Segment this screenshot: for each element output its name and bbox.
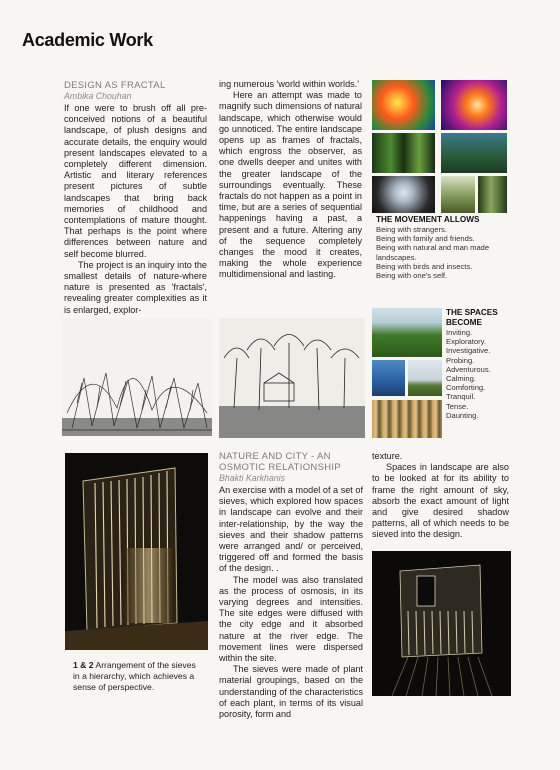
spaces-photo-1 — [372, 308, 442, 357]
fractal-photo-6 — [441, 176, 475, 213]
sketch-right-trees — [219, 318, 365, 438]
article2-paragraph: The sieves were made of plant material groupings, based on the understanding of the characteristics of each plant, in terms of its visual porosity, form and — [219, 664, 363, 720]
spaces-item: Adventurous. — [446, 364, 491, 374]
spaces-item: Investigative. — [446, 346, 491, 356]
fractal-photo-7 — [478, 176, 507, 213]
movement-item: Being with one's self. — [376, 271, 448, 281]
spaces-item: Tranquil. — [446, 392, 476, 402]
article2-column-2 — [372, 451, 509, 541]
article1-paragraph: The project is an inquiry into the smallest details of nature-where nature is presented as 'fractals', revealing greater complexities as it is enlarged, explor- — [64, 259, 207, 315]
movement-allows-box — [376, 215, 506, 280]
spaces-item: Tense. — [446, 401, 469, 411]
movement-item: Being with birds and insects. — [376, 261, 473, 271]
article1-paragraph: ing numerous 'world within worlds.' — [219, 79, 359, 89]
sieve-model-photo-1 — [65, 453, 208, 650]
spaces-photo-2 — [372, 360, 405, 396]
spaces-item: Exploratory. — [446, 337, 486, 347]
article2-author: Bhakti Karkhanis — [219, 473, 286, 483]
spaces-photo-3 — [408, 360, 442, 396]
page-title: Academic Work — [22, 30, 153, 50]
sieve-model-photo-2 — [372, 551, 511, 696]
caption-text: Arrangement of the sieves in a hierarchy, which achieves a sense of perspective. — [73, 660, 196, 692]
figure-caption — [73, 660, 203, 693]
spaces-item: Probing. — [446, 355, 475, 365]
article2-paragraph: Spaces in landscape are also to be looked at for its ability to frame the right amount of sky, absorb the exact amount of light and give desired shadow patterns, all of which needs to be sieved into the design. — [372, 462, 509, 540]
movement-item: Being with strangers. — [376, 225, 447, 234]
article2-column-1 — [219, 451, 363, 720]
fractal-photo-4 — [441, 133, 507, 173]
sketch-left-grass — [62, 318, 212, 436]
spaces-item: Inviting. — [446, 328, 473, 337]
spaces-item: Comforting. — [446, 383, 486, 393]
movement-item: Being with family and friends. — [376, 234, 475, 244]
article2-title: NATURE AND CITY - AN — [219, 451, 331, 462]
article1-column-2 — [219, 79, 362, 281]
spaces-become-title: THE SPACES — [446, 308, 498, 317]
fractal-photo-3 — [372, 133, 435, 173]
fractal-photo-2 — [441, 80, 507, 130]
spaces-become-box — [446, 308, 510, 420]
article2-title: OSMOTIC RELATIONSHIP — [219, 462, 341, 473]
article1-author: Ambika Chouhan — [64, 91, 132, 101]
spaces-item: Calming. — [446, 374, 476, 384]
movement-item: Being with natural and man made landscapes. — [376, 243, 490, 262]
article1-paragraph: Here an attempt was made to magnify such dimensions of natural landscape, which otherwise would go unnoticed. The entire landscape opens up as frames of fractals, which engross the observer, as one dwells deeper and unites with the greater landscape of the surroundings eventually. These fractals do not happen as a point in time, but are a series of sequential happenings having a past, a present and a future. Altering any of the sequence completely changes the mood it creates, making the whole experience multidimensional and lasting. — [219, 90, 362, 280]
article2-paragraph: The model was also translated as the process of osmosis, in its varying degrees and intensities. The site edges were diffused with the city edge and it absorbed nature at the river edge. The movement lines were dispersed within the site. — [219, 574, 363, 664]
spaces-become-title: BECOME — [446, 318, 482, 327]
movement-allows-title: THE MOVEMENT ALLOWS — [376, 215, 480, 224]
article1-title: DESIGN AS FRACTAL — [64, 80, 166, 91]
caption-number: 1 & 2 — [73, 660, 94, 670]
article1-column-1 — [64, 80, 207, 316]
article2-paragraph: texture. — [372, 451, 403, 461]
article1-paragraph: If one were to brush off all pre-conceived notions of a beautiful landscape, of plush designs and accurate details, the enquiry would present landscapes elevated to a completely different dimension. Artistic and literary references present pictures of subtle landscapes that bring back memories of childhood and contemplations of mature thought. That perhaps is the point where differences between nature and self become blurred. — [64, 103, 207, 259]
spaces-photo-4 — [372, 400, 442, 438]
article2-paragraph: An exercise with a model of a set of sieves, which explored how spaces in landscape can evolve and their inter-relationship, by the way the sieves and their shadow patterns were arranged and/ or perceived, triggered off and formed the basis of the design. . — [219, 485, 363, 574]
fractal-photo-5 — [372, 176, 435, 213]
fractal-photo-1 — [372, 80, 435, 130]
spaces-item: Daunting. — [446, 410, 479, 420]
